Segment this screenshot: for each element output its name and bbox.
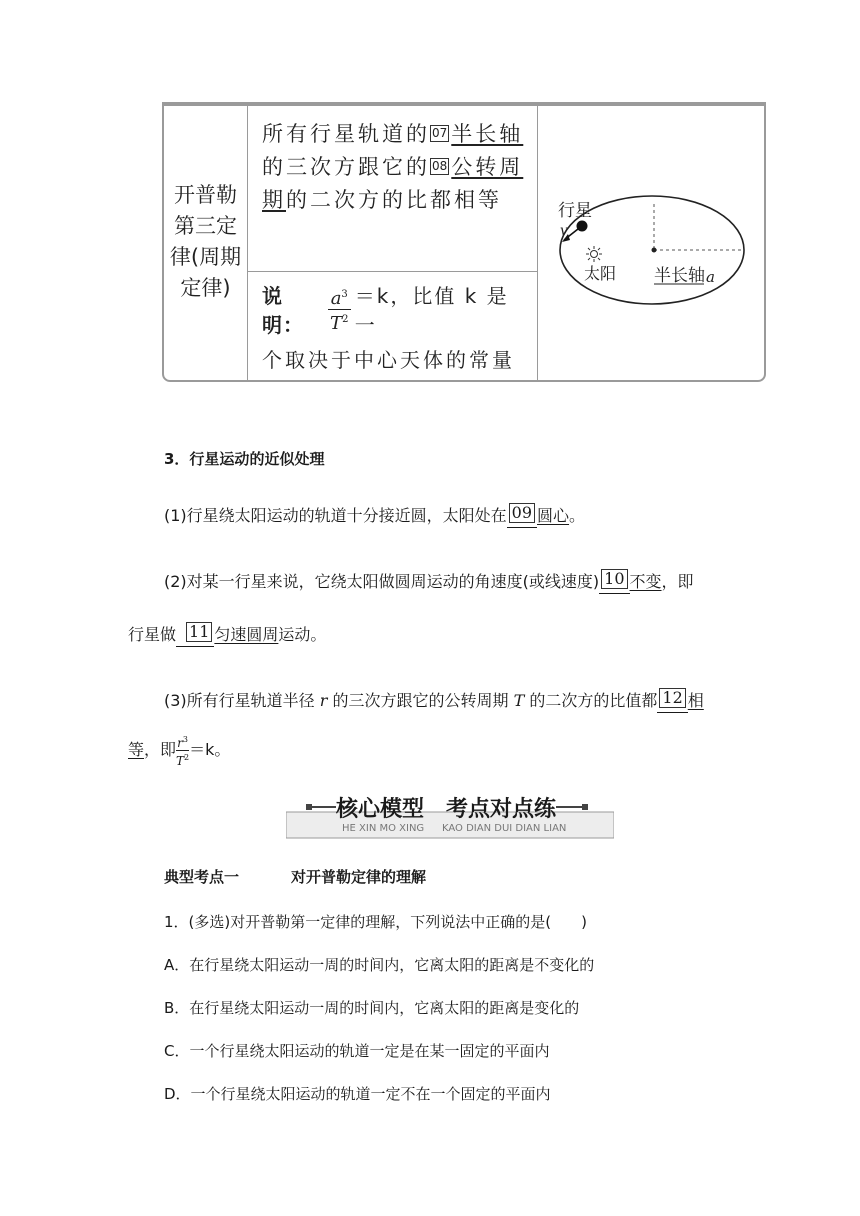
sun-icon [586,246,602,262]
law-name-cell [164,104,248,380]
option-b: B．在行星绕太阳运动一周的时间内，它离太阳的距离是变化的 [164,999,580,1017]
answer-equal-part1: 相 [687,691,704,710]
banner-pinyin-2: KAO DIAN DUI DIAN LIAN [442,823,567,834]
question-1: 1．(多选)对开普勒第一定律的理解，下列说法中正确的是( ) [164,913,587,931]
option-c: C．一个行星绕太阳运动的轨道一定是在某一固定的平面内 [164,1042,550,1060]
r-cubed-over-t-squared: $\frac{r^3}{T^2}$ [176,735,190,768]
note-label: 说明： [262,284,304,337]
answer-center: 圆心 [537,506,570,525]
blank-number-07: 07 [432,126,448,140]
paragraph-3-line-1: (3)所有行星轨道半径 r 的三次方跟它的公转周期 T 的二次方的比值都 12 相 [164,688,704,713]
section-title: 对开普勒定律的理解 [291,868,427,886]
law-note-cell [248,272,537,382]
blank-number-09: 09 [509,503,535,523]
answer-uniform-circular: 匀速圆周 [214,625,279,644]
banner-pinyin-1: HE XIN MO XING [342,823,425,834]
law-statement-cell [248,104,537,272]
blank-number-12: 12 [659,688,685,708]
statement-text: 的三次方跟它的 [262,155,430,179]
velocity-label: v [560,223,568,239]
section-3-heading: 3．行星运动的近似处理 [164,450,325,468]
planet-label: 行星 [558,201,592,221]
sun-label: 太阳 [584,264,617,283]
practice-section-heading [164,866,426,887]
option-a: A．在行星绕太阳运动一周的时间内，它离太阳的距离是不变化的 [164,956,595,974]
answer-equal-part2: 等 [128,740,145,759]
statement-text: 所有行星轨道的 [262,122,430,146]
statement-text: 的二次方的比都相等 [286,188,502,212]
kepler-third-law-table [162,102,766,382]
paragraph-3-line-2: 等，即 $\frac{r^3}{T^2}$ ＝k。 [128,735,231,768]
axis-symbol-label: a [706,268,715,286]
option-d: D．一个行星绕太阳运动的轨道一定不在一个固定的平面内 [164,1085,551,1103]
paragraph-1: (1)行星绕太阳运动的轨道十分接近圆，太阳处在 09 圆心。 [164,503,585,528]
section-label: 典型考点一 [164,868,240,886]
banner-title-1: 核心模型 [336,797,425,822]
paragraph-2-line-1: (2)对某一行星来说，它绕太阳做圆周运动的角速度(或线速度) 10 不变，即 [164,569,694,594]
law-name: 开普勒第三定律(周期定律) [169,183,242,300]
note-equation-text: ＝k，比值 k 是一 [354,284,509,337]
blank-number-08: 08 [432,159,448,173]
orbit-diagram-cell [538,104,764,380]
blank-number-11: 11 [186,622,212,642]
note-line-2: 个取决于中心天体的常量 [262,348,515,372]
center-dot [652,248,657,253]
blank-number-10: 10 [601,569,627,589]
answer-semi-major-axis: 半长轴 [451,122,524,146]
answer-orbital-period: 公转周期 [262,155,524,212]
paragraph-2-line-2: 行星做 11 匀速圆周运动。 [128,622,326,647]
semi-major-axis-label: 半长轴 [654,266,705,286]
banner-title-2: 考点对点练 [446,797,557,822]
formula-fraction: $\frac{a^3}{T^2}$ [328,285,351,334]
section-banner [286,788,614,840]
answer-unchanged: 不变 [629,572,662,591]
orbit-diagram [538,104,764,380]
law-content-column [248,104,538,380]
